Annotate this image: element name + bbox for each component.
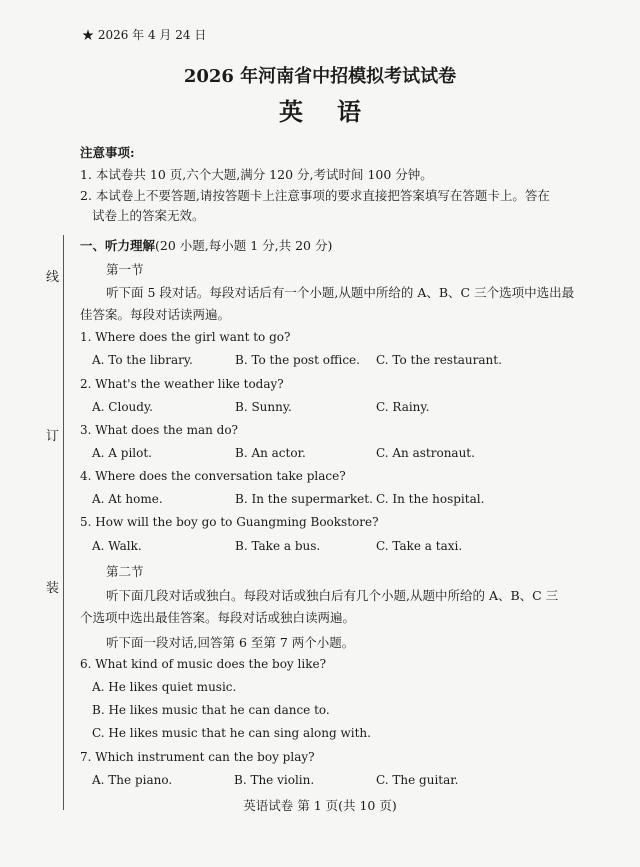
question-7-option-a: A. The piano. [92, 773, 173, 787]
question-4: 4. Where does the conversation take place? [80, 469, 346, 483]
question-4-option-a: A. At home. [92, 492, 163, 506]
question-7-option-b: B. The violin. [234, 773, 315, 787]
question-6-option-a: A. He likes quiet music. [92, 680, 237, 694]
question-6-option-c: C. He likes music that he can sing along with. [92, 726, 371, 740]
question-2-option-c: C. Rainy. [376, 400, 430, 414]
page-footer: 英语试卷 第 1 页(共 10 页) [243, 798, 397, 813]
question-2-option-b: B. Sunny. [235, 400, 292, 414]
section-heading-title: 一、听力理解 [80, 238, 156, 253]
binding-label-ding: 订 [46, 429, 60, 444]
notice-item-2: 2. 本试卷上不要答题,请按答题卡上注意事项的要求直接把答案填写在答题卡上。答在 [80, 188, 550, 203]
part2-instruction-line2: 个选项中选出最佳答案。每段对话或独白读两遍。 [80, 610, 356, 625]
question-6-option-b: B. He likes music that he can dance to. [92, 703, 330, 717]
question-1-option-a: A. To the library. [92, 353, 193, 367]
question-4-option-c: C. In the hospital. [376, 492, 485, 506]
part2-instruction-line1: 听下面几段对话或独白。每段对话或独白后有几个小题,从题中所给的 A、B、C 三 [106, 588, 559, 603]
question-3: 3. What does the man do? [80, 423, 238, 437]
part2-title: 第二节 [106, 564, 144, 579]
part1-instruction-line2: 佳答案。每段对话读两遍。 [80, 307, 231, 322]
question-6: 6. What kind of music does the boy like? [80, 657, 326, 671]
question-5-option-b: B. Take a bus. [235, 539, 321, 553]
part2-sub-instruction: 听下面一段对话,回答第 6 至第 7 两个小题。 [106, 635, 355, 650]
subject-title: 英语 [279, 97, 395, 126]
question-2-option-a: A. Cloudy. [92, 400, 153, 414]
part1-title: 第一节 [106, 262, 144, 277]
notice-heading: 注意事项: [80, 145, 135, 160]
question-7: 7. Which instrument can the boy play? [80, 750, 315, 764]
part1-instruction-line1: 听下面 5 段对话。每段对话后有一个小题,从题中所给的 A、B、C 三个选项中选出最 [106, 285, 575, 300]
question-5: 5. How will the boy go to Guangming Bookstore? [80, 515, 379, 529]
question-3-option-c: C. An astronaut. [376, 446, 475, 460]
question-2: 2. What's the weather like today? [80, 377, 284, 391]
question-1: 1. Where does the girl want to go? [80, 330, 291, 344]
exam-date: ★ 2026 年 4 月 24 日 [82, 28, 207, 42]
section-heading-note: (20 小题,每小题 1 分,共 20 分) [155, 238, 333, 253]
question-3-option-a: A. A pilot. [92, 446, 152, 460]
question-3-option-b: B. An actor. [235, 446, 306, 460]
binding-line [63, 235, 64, 810]
binding-label-zhuang: 装 [46, 581, 60, 596]
question-7-option-c: C. The guitar. [376, 773, 459, 787]
section-heading [80, 236, 332, 254]
binding-label-xian: 线 [46, 270, 60, 285]
question-1-option-b: B. To the post office. [235, 353, 360, 367]
question-4-option-b: B. In the supermarket. [235, 492, 373, 506]
question-5-option-c: C. Take a taxi. [376, 539, 463, 553]
notice-item-1: 1. 本试卷共 10 页,六个大题,满分 120 分,考试时间 100 分钟。 [80, 167, 433, 182]
question-5-option-a: A. Walk. [92, 539, 142, 553]
question-1-option-c: C. To the restaurant. [376, 353, 502, 367]
exam-title: 2026 年河南省中招模拟考试试卷 [183, 66, 457, 87]
notice-item-2-cont: 试卷上的答案无效。 [92, 208, 205, 223]
